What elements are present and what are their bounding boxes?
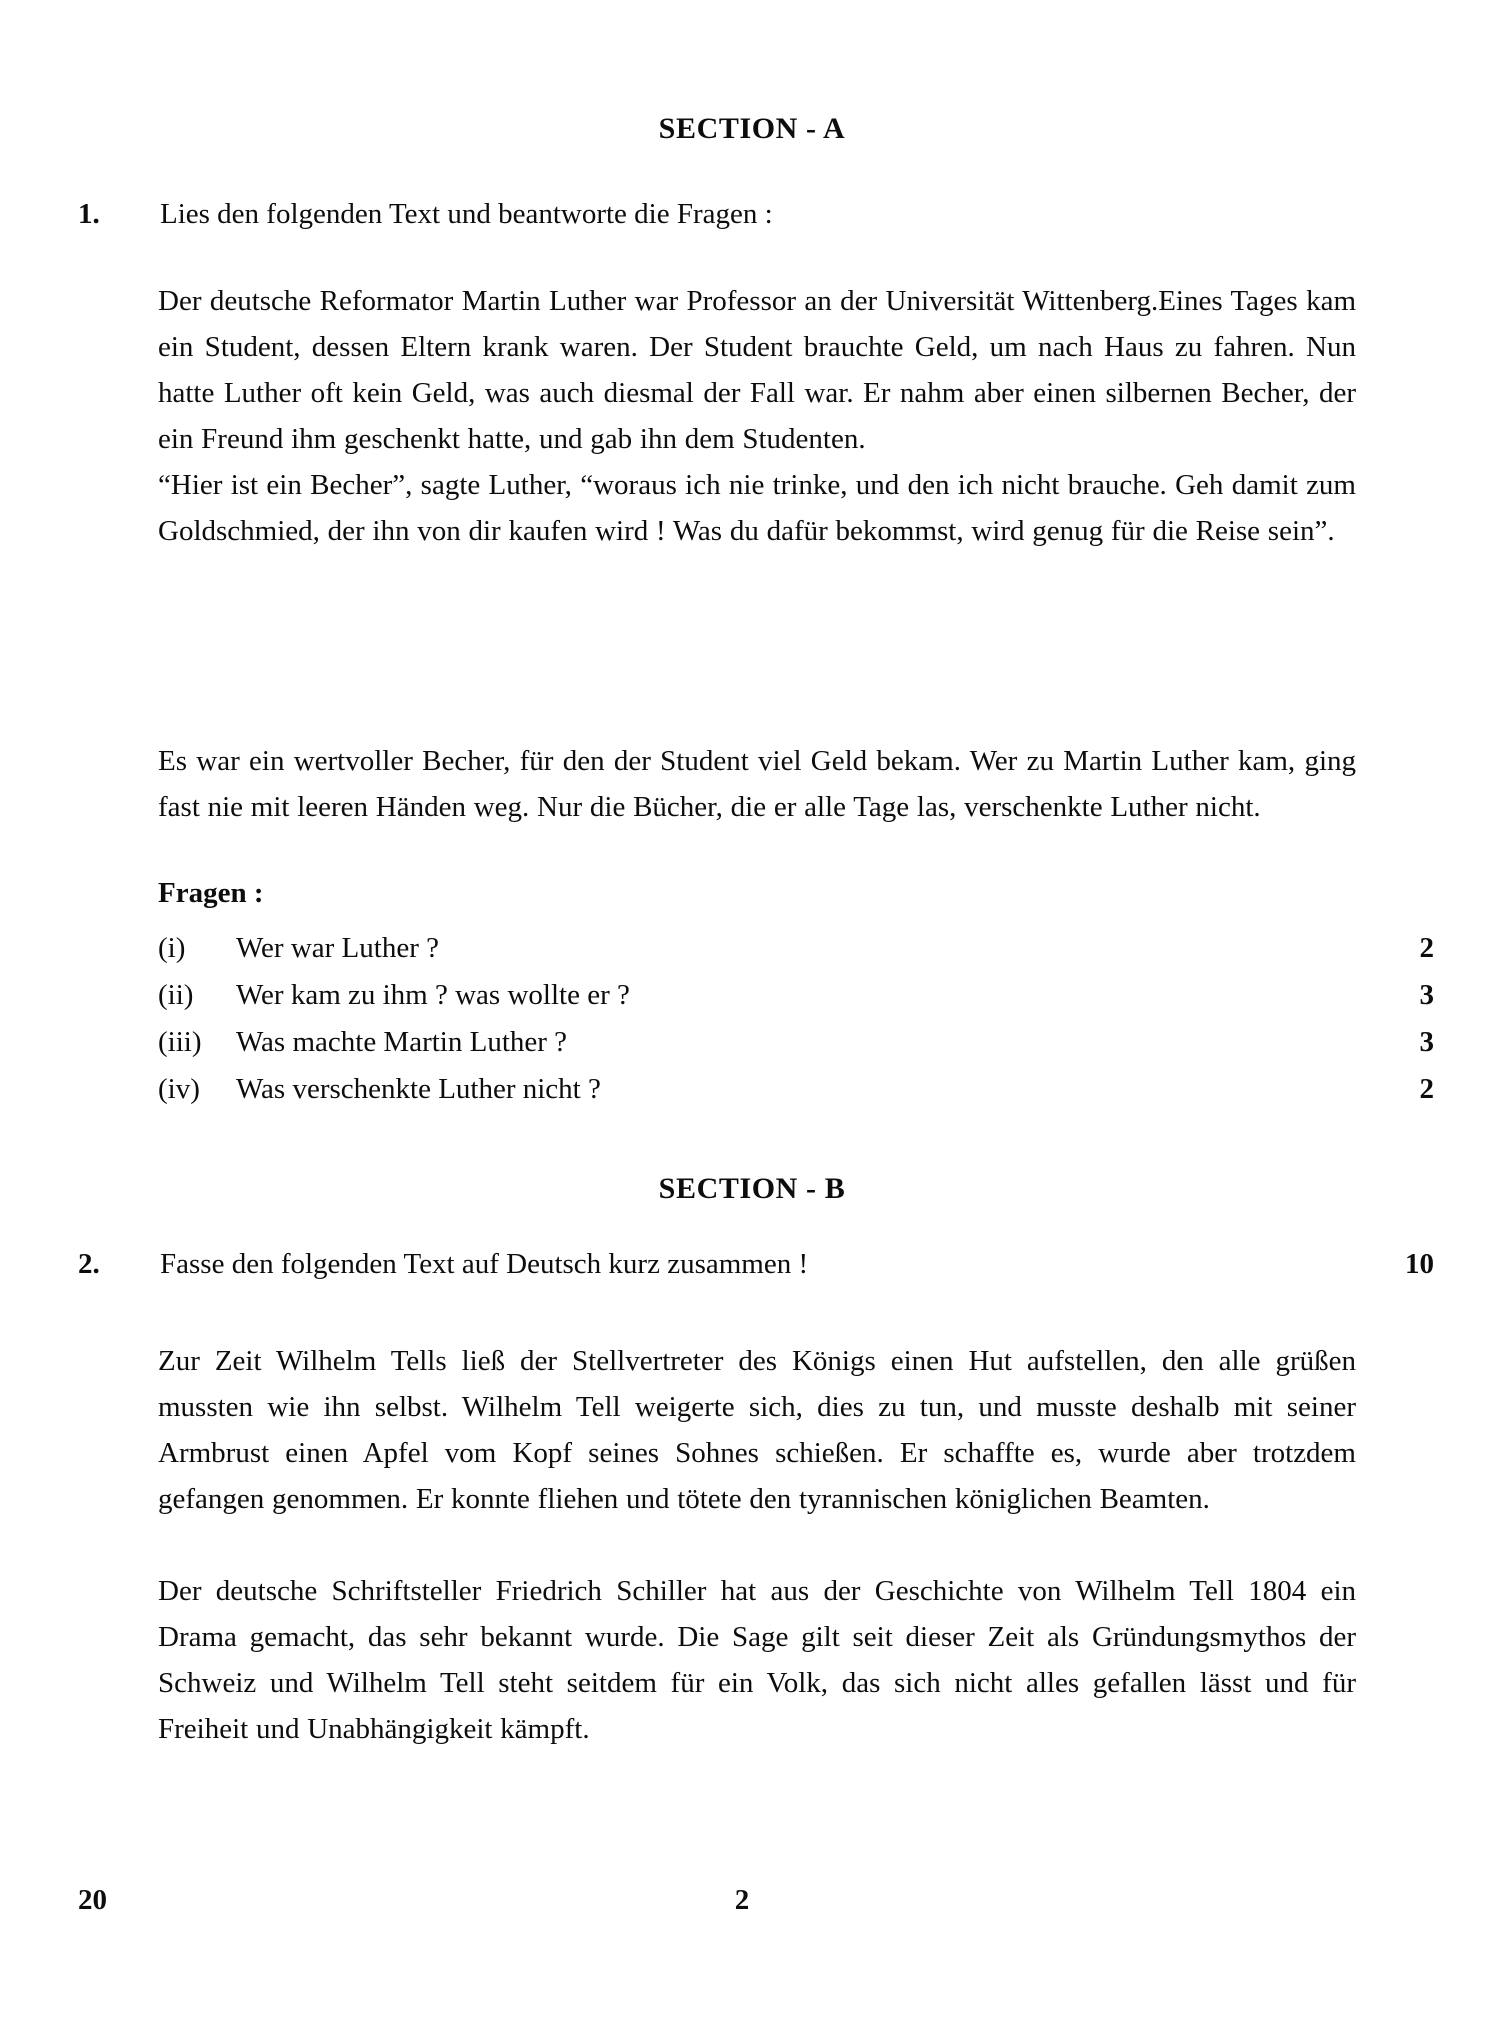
sub-question-marks: 3 [1419, 1026, 1434, 1058]
sub-question-marks: 2 [1419, 932, 1434, 964]
section-a-heading: SECTION - A [658, 112, 846, 145]
sub-question-roman: (iii) [158, 1026, 202, 1058]
sub-question-item [158, 1019, 1434, 1066]
question-2-passage-paragraph-1: Zur Zeit Wilhelm Tells ließ der Stellvertreter des Königs einen Hut aufstellen, den alle grüßen mussten wie ihn selbst. Wilhelm Tell weigerte sich, dies zu tun, und musste deshalb mit seiner Armbrust einen Apfel vom Kopf seines Sohnes schießen. Er schaffte es, wurde aber trotzdem gefangen genommen. Er konnte fliehen und tötete den tyrannischen königlichen Beamten. [158, 1345, 1356, 1515]
sub-question-marks: 2 [1419, 1073, 1434, 1105]
question-2-marks: 10 [1405, 1248, 1434, 1280]
page-footer [0, 1884, 1504, 1924]
question-2-row [78, 1248, 1434, 1281]
question-2-passage-paragraph-2: Der deutsche Schriftsteller Friedrich Schiller hat aus der Geschichte von Wilhelm Tell 1804 ein Drama gemacht, das sehr bekannt wurde. Die Sage gilt seit dieser Zeit als Gründungsmythos der Schweiz und Wilhelm Tell steht seitdem für ein Volk, das sich nicht alles gefallen lässt und für Freiheit und Unabhängigkeit kämpft. [158, 1575, 1356, 1745]
question-1-prompt: Lies den folgenden Text und beantworte die Fragen : [160, 198, 773, 230]
footer-paper-code: 20 [78, 1884, 107, 1916]
sub-question-item [158, 972, 1434, 1019]
sub-question-roman: (ii) [158, 979, 194, 1011]
question-1-row [78, 198, 1434, 231]
sub-question-item [158, 925, 1434, 972]
sub-question-text: Wer kam zu ihm ? was wollte er ? [236, 979, 630, 1011]
question-2-number: 2. [78, 1248, 100, 1280]
sub-question-item [158, 1066, 1434, 1113]
question-1-passage-paragraph-2: “Hier ist ein Becher”, sagte Luther, “woraus ich nie trinke, und den ich nicht brauche. Geh damit zum Goldschmied, der ihn von dir kaufen wird ! Was du dafür bekommst, wird genug für die Reise sein”. [158, 469, 1356, 547]
sub-question-marks: 3 [1419, 979, 1434, 1011]
sub-question-text: Wer war Luther ? [236, 932, 439, 964]
fragen-label: Fragen : [158, 877, 264, 909]
sub-question-text: Was verschenkte Luther nicht ? [236, 1073, 601, 1105]
footer-page-number: 2 [734, 1884, 750, 1916]
question-1-passage-paragraph-1: Der deutsche Reformator Martin Luther war Professor an der Universität Wittenberg.Eines Tages kam ein Student, dessen Eltern krank waren. Der Student brauchte Geld, um nach Haus zu fahren. Nun hatte Luther oft kein Geld, was auch diesmal der Fall war. Er nahm aber einen silbernen Becher, der ein Freund ihm geschenkt hatte, und gab ihn dem Studenten. [158, 285, 1356, 455]
sub-question-roman: (iv) [158, 1073, 200, 1105]
sub-question-roman: (i) [158, 932, 186, 964]
section-b-heading: SECTION - B [658, 1172, 846, 1205]
question-1-passage-paragraph-3: Es war ein wertvoller Becher, für den der Student viel Geld bekam. Wer zu Martin Luther kam, ging fast nie mit leeren Händen weg. Nur die Bücher, die er alle Tage las, verschenkte Luther nicht. [158, 745, 1356, 823]
sub-question-text: Was machte Martin Luther ? [236, 1026, 568, 1058]
question-1-number: 1. [78, 198, 100, 230]
sub-question-list [158, 925, 1434, 1113]
question-2-prompt: Fasse den folgenden Text auf Deutsch kurz zusammen ! [160, 1248, 809, 1280]
